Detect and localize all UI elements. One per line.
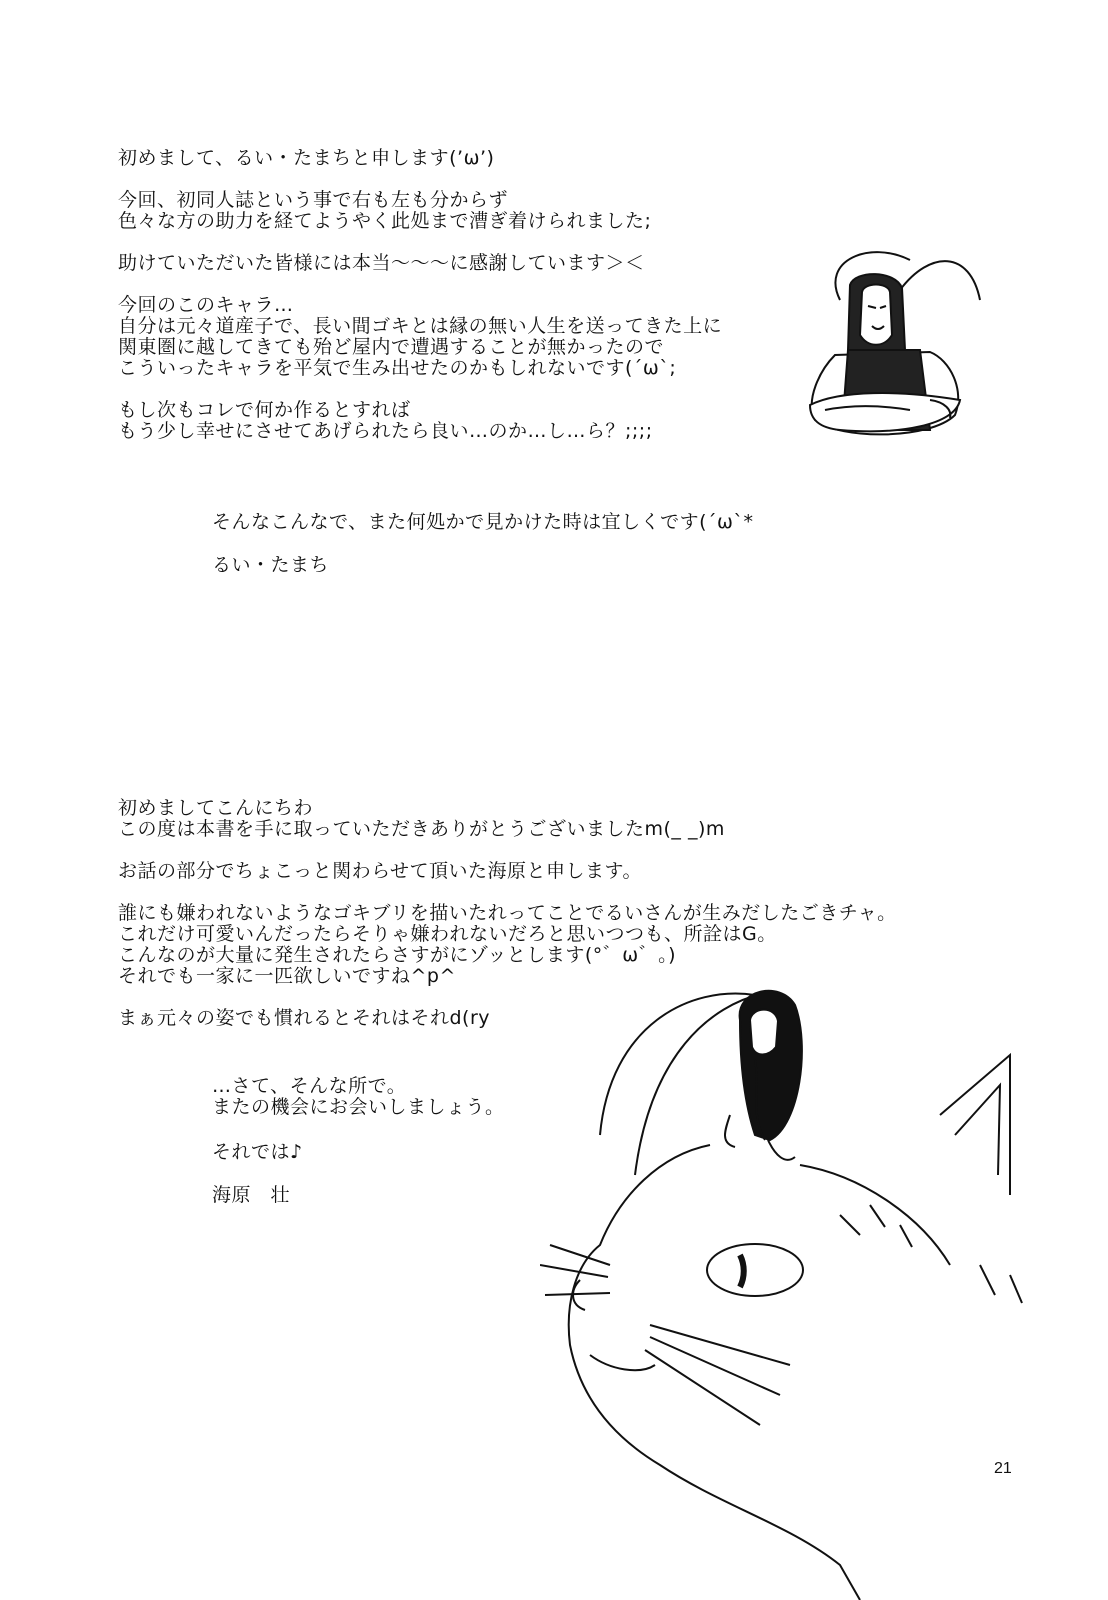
text-line: 関東圏に越してきても殆ど屋内で遭遇することが無かったので (118, 336, 665, 358)
text-line: 色々な方の助力を経てようやく此処まで漕ぎ着けられました; (118, 210, 652, 232)
signature: るい・たまち (212, 554, 330, 576)
closing-line: またの機会にお会いしましょう。 (212, 1096, 505, 1118)
author-closing-rui (212, 512, 753, 576)
character-illustration-arms-crossed (780, 240, 990, 460)
author-closing-unabara (212, 1076, 505, 1206)
text-line: 今回、初同人誌という事で右も左も分からず (118, 189, 509, 211)
text-line: こういったキャラを平気で生み出せたのかもしれないです(´ω`; (118, 357, 677, 379)
closing-line: それでは♪ (212, 1141, 303, 1163)
page-number: 21 (994, 1460, 1012, 1477)
closing-line: そんなこんなで、また何処かで見かけた時は宜しくです(´ω`* (212, 511, 754, 533)
author-note-rui (118, 148, 838, 442)
text-line: もし次もコレで何か作るとすれば (118, 399, 411, 421)
closing-line: …さて、そんな所で。 (212, 1075, 407, 1097)
cat-illustration (540, 965, 1100, 1600)
text-line: もう少し幸せにさせてあげられたら良い…のか…し…ら？;;;; (118, 420, 653, 442)
greeting-line: 初めまして、るい・たまちと申します(’ω’) (118, 147, 495, 169)
text-line: 今回のこのキャラ… (118, 294, 294, 316)
text-line: これだけ可愛いんだったらそりゃ嫌われないだろと思いつつも、所詮はG。 (118, 923, 777, 945)
text-line: この度は本書を手に取っていただきありがとうございましたm(_ _)m (118, 818, 725, 840)
text-line: 誰にも嫌われないようなゴキブリを描いたれってことでるいさんが生みだしたごきチャ。 (118, 902, 897, 924)
text-line: こんなのが大量に発生されたらさすがにゾッとします(°゛ω゛。) (118, 944, 677, 966)
text-line: お話の部分でちょこっと関わらせて頂いた海原と申します。 (118, 860, 643, 882)
text-line: それでも一家に一匹欲しいですね^p^ (118, 965, 456, 987)
greeting-line: 初めましてこんにちわ (118, 797, 314, 819)
text-line: まぁ元々の姿でも慣れるとそれはそれd(ry (118, 1007, 491, 1029)
text-line: 助けていただいた皆様には本当～～～に感謝しています＞＜ (118, 252, 645, 274)
text-line: 自分は元々道産子で、長い間ゴキとは縁の無い人生を送ってきた上に (118, 315, 723, 337)
signature: 海原 壮 (212, 1184, 291, 1206)
